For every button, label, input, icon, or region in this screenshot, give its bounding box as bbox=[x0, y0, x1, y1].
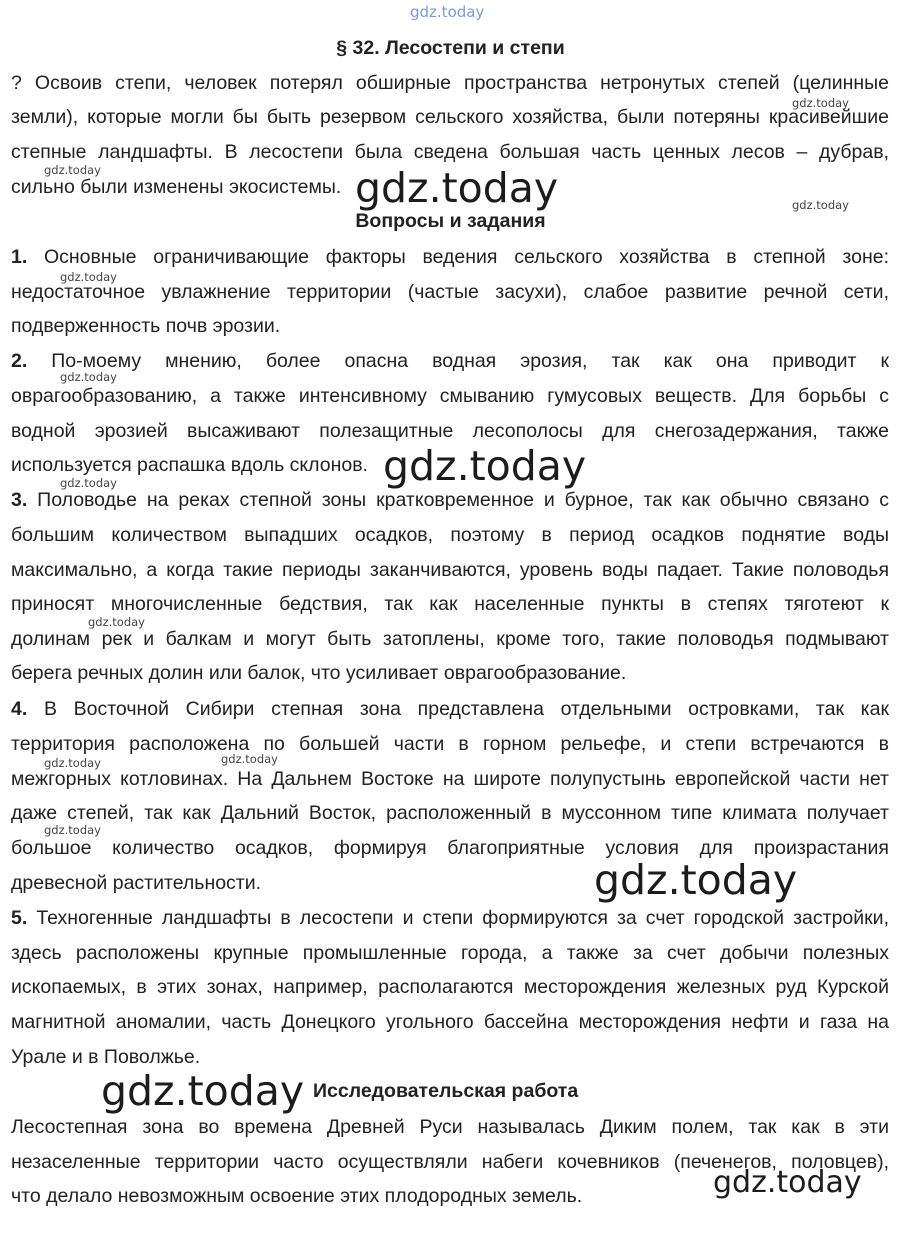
answer-2-line-1: 2. По-моему мнению, более опасна водная эрозия, так как она приводит к bbox=[11, 350, 889, 372]
answer-1-line-1: 1. Основные ограничивающие факторы ведения сельского хозяйства в степной зоне: bbox=[11, 246, 890, 268]
answer-3-line-6: берега речных долин или балок, что усиливает оврагообразование. bbox=[11, 662, 627, 684]
answer-3-line-2: большим количеством выпадших осадков, поэтому в период осадков поднятие воды bbox=[11, 524, 889, 546]
answer-4-line-2: территория расположена по большей части в горном рельефе, и степи встречаются в bbox=[11, 733, 889, 755]
answer-5-number: 5. bbox=[11, 907, 28, 929]
research-line-2: незаселенные территории часто осуществляли набеги кочевников (печенегов, половцев), bbox=[11, 1151, 889, 1173]
answer-1-line-3: подверженность почв эрозии. bbox=[11, 315, 281, 337]
answer-2-line-4: используется распашка вдоль склонов. bbox=[11, 454, 368, 476]
answer-4-line-1: 4. В Восточной Сибири степная зона представлена отдельными островками, так как bbox=[11, 698, 890, 720]
answer-2-line-2: оврагообразованию, а также интенсивному смыванию гумусовых веществ. Для борьбы с bbox=[11, 385, 889, 407]
answer-1-number: 1. bbox=[11, 246, 28, 268]
answer-5-line-2: здесь расположены крупные промышленные города, а также за счет добычи полезных bbox=[11, 942, 889, 964]
answer-2-line-3: водной эрозией высаживают полезащитные лесополосы для снегозадержания, также bbox=[11, 420, 889, 442]
page-title: § 32. Лесостепи и степи bbox=[336, 37, 565, 59]
intro-line-3: степные ландшафты. В лесостепи была сведена большая часть ценных лесов – дубрав, bbox=[11, 141, 889, 163]
answer-1-line-2: недостаточное увлажнение территории (частые засухи), слабое развитие речной сети, bbox=[11, 281, 889, 303]
watermark-small: gdz.today bbox=[60, 476, 117, 490]
watermark-small: gdz.today bbox=[44, 163, 101, 177]
watermark-large: gdz.today bbox=[355, 164, 559, 212]
watermark-small: gdz.today bbox=[88, 615, 145, 629]
answer-4-line-5: большое количество осадков, формируя благоприятные условия для произрастания bbox=[11, 837, 889, 859]
watermark-large: gdz.today bbox=[101, 1067, 305, 1115]
watermark-large: gdz.today bbox=[383, 442, 587, 490]
answer-5-line-3: ископаемых, в этих зонах, например, располагаются месторождения железных руд Курской bbox=[11, 976, 889, 998]
watermark-small: gdz.today bbox=[60, 370, 117, 384]
watermark-top: gdz.today bbox=[410, 3, 485, 21]
answer-3-line-4: приносят многочисленные бедствия, так как населенные пункты в степях тяготеют к bbox=[11, 593, 889, 615]
answer-5-line-1: 5. Техногенные ландшафты в лесостепи и степи формируются за счет городской застройки, bbox=[11, 907, 889, 929]
watermark-small: gdz.today bbox=[792, 96, 849, 110]
answer-5-line-5: Урале и в Поволжье. bbox=[11, 1046, 201, 1068]
answer-3-line-1: 3. Половодье на реках степной зоны кратковременное и бурное, так как обычно связано с bbox=[11, 489, 889, 511]
watermark-small: gdz.today bbox=[44, 823, 101, 837]
intro-line-4: сильно были изменены экосистемы. bbox=[11, 176, 342, 198]
intro-line-2: земли), которые могли бы быть резервом сельского хозяйства, были потеряны красивейшие bbox=[11, 106, 889, 128]
watermark-small: gdz.today bbox=[221, 752, 278, 766]
answer-4-line-6: древесной растительности. bbox=[11, 872, 262, 894]
intro-line-1: ? Освоив степи, человек потерял обширные пространства нетронутых степей (целинные bbox=[11, 72, 889, 94]
answer-3-line-3: максимально, а когда такие периоды заканчиваются, уровень воды падает. Такие половодья bbox=[11, 559, 889, 581]
answer-4-number: 4. bbox=[11, 698, 28, 720]
watermark-small: gdz.today bbox=[44, 756, 101, 770]
answer-3-line-5: долинам рек и балкам и могут быть затоплены, кроме того, такие половодья подмывают bbox=[11, 628, 889, 650]
watermark-large: gdz.today bbox=[713, 1165, 862, 1200]
watermark-small: gdz.today bbox=[792, 198, 849, 212]
answer-2-number: 2. bbox=[11, 350, 28, 372]
questions-heading: Вопросы и задания bbox=[355, 210, 546, 232]
answer-4-line-4: даже степей, так как Дальний Восток, расположенный в муссонном типе климата получает bbox=[11, 802, 889, 824]
research-line-1: Лесостепная зона во времена Древней Руси называлась Диким полем, так как в эти bbox=[11, 1116, 889, 1138]
answer-4-line-3: межгорных котловинах. На Дальнем Востоке на широте полупустынь европейской части нет bbox=[11, 768, 889, 790]
watermark-small: gdz.today bbox=[60, 270, 117, 284]
answer-3-number: 3. bbox=[11, 489, 28, 511]
research-line-3: что делало невозможным освоение этих плодородных земель. bbox=[11, 1185, 583, 1207]
answer-5-line-4: магнитной аномалии, часть Донецкого угольного бассейна месторождения нефти и газа на bbox=[11, 1011, 889, 1033]
research-heading: Исследовательская работа bbox=[313, 1080, 579, 1102]
watermark-large: gdz.today bbox=[594, 856, 798, 904]
